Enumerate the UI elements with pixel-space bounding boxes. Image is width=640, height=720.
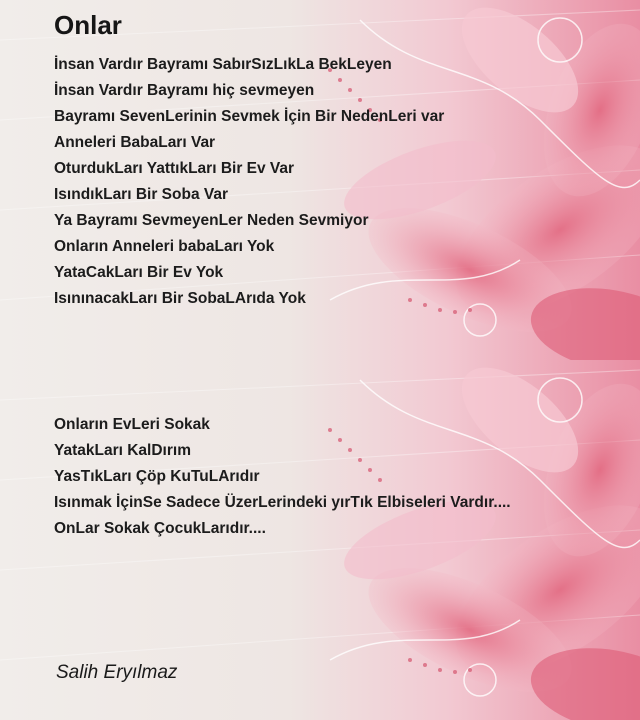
poem-line: Ya Bayramı SevmeyenLer Neden Sevmiyor: [54, 212, 369, 229]
poem-line: YatakLarı KalDırım: [54, 442, 191, 459]
poem-line: IsınınacakLarı Bir SobaLArıda Yok: [54, 290, 306, 307]
poem-line: Onların EvLeri Sokak: [54, 416, 210, 433]
poem-line: IsındıkLarı Bir Soba Var: [54, 186, 229, 203]
poem-line: YataCakLarı Bir Ev Yok: [54, 264, 224, 281]
poem-stanza-1: [54, 52, 444, 312]
poem-line: OnLar Sokak ÇocukLarıdır....: [54, 520, 266, 537]
poem-line: İnsan Vardır Bayramı hiç sevmeyen: [54, 82, 315, 99]
poem-line: Isınmak İçinSe Sadece ÜzerLerindeki yırTık Elbiseleri Vardır....: [54, 494, 511, 511]
poem-line: YasTıkLarı Çöp KuTuLArıdır: [54, 468, 260, 485]
poem-line: Anneleri BabaLarı Var: [54, 134, 216, 151]
poem-line: OturdukLarı YattıkLarı Bir Ev Var: [54, 160, 295, 177]
poem-author: Salih Eryılmaz: [56, 662, 178, 683]
poem-title: Onlar: [54, 10, 122, 40]
poem-line: İnsan Vardır Bayramı SabırSızLıkLa BekLeyen: [54, 56, 392, 73]
poem-line: Bayramı SevenLerinin Sevmek İçin Bir NedenLeri var: [54, 108, 445, 125]
poem-stanza-2: [54, 412, 511, 542]
poem-line: Onların Anneleri babaLarı Yok: [54, 238, 275, 255]
